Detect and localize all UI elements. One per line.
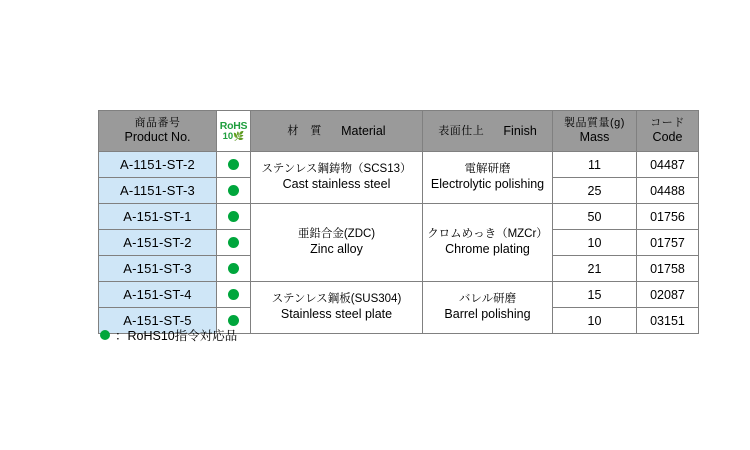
cell-rohs-mark [217,178,251,204]
cell-mass: 50 [553,204,637,230]
header-mass: 製品質量(g) Mass [553,111,637,152]
rohs-label: RoHS [219,119,248,132]
header-material: 材 質 Material [251,111,423,152]
cell-rohs-mark [217,256,251,282]
table-header-row [99,111,699,152]
header-finish: 表面仕上 Finish [423,111,553,152]
cell-finish: クロムめっき（MZCr） Chrome plating [423,204,553,282]
cell-code: 01756 [637,204,699,230]
cell-finish: 電解研磨 Electrolytic polishing [423,152,553,204]
cell-code: 01757 [637,230,699,256]
rohs-dot-icon [228,159,239,170]
cell-mass: 10 [553,230,637,256]
cell-mass: 21 [553,256,637,282]
cell-mass: 10 [553,308,637,334]
table-row [99,152,699,178]
cell-rohs-mark [217,152,251,178]
cell-mass: 11 [553,152,637,178]
rohs-dot-icon [228,211,239,222]
cell-product-no: A-151-ST-4 [99,282,217,308]
cell-code: 01758 [637,256,699,282]
rohs-dot-icon [228,185,239,196]
spec-table-container [98,110,685,334]
footnote [100,326,237,344]
rohs-ten-label: 10🌿 [222,131,245,142]
rohs-dot-icon [228,315,239,326]
cell-code: 04488 [637,178,699,204]
cell-rohs-mark [217,230,251,256]
table-row [99,282,699,308]
rohs-badge [217,111,250,151]
cell-material: ステンレス鋼鋳物（SCS13） Cast stainless steel [251,152,423,204]
cell-rohs-mark [217,282,251,308]
cell-product-no: A-1151-ST-2 [99,152,217,178]
cell-mass: 15 [553,282,637,308]
cell-code: 02087 [637,282,699,308]
cell-code: 03151 [637,308,699,334]
header-product-no: 商品番号 Product No. [99,111,217,152]
cell-rohs-mark [217,204,251,230]
rohs-dot-icon [100,330,110,340]
cell-mass: 25 [553,178,637,204]
rohs-dot-icon [228,237,239,248]
header-rohs-badge [217,111,251,152]
product-spec-table [98,110,699,334]
cell-product-no: A-1151-ST-3 [99,178,217,204]
cell-material: 亜鉛合金(ZDC) Zinc alloy [251,204,423,282]
rohs-dot-icon [228,289,239,300]
cell-code: 04487 [637,152,699,178]
cell-product-no: A-151-ST-5 [99,308,217,334]
cell-product-no: A-151-ST-1 [99,204,217,230]
cell-product-no: A-151-ST-2 [99,230,217,256]
cell-material: ステンレス鋼板(SUS304) Stainless steel plate [251,282,423,334]
header-code: コード Code [637,111,699,152]
table-row [99,204,699,230]
leaf-icon: 🌿 [233,131,245,141]
rohs-dot-icon [228,263,239,274]
cell-product-no: A-151-ST-3 [99,256,217,282]
footnote-text: ：RoHS10指令対応品 [115,329,238,343]
cell-finish: バレル研磨 Barrel polishing [423,282,553,334]
